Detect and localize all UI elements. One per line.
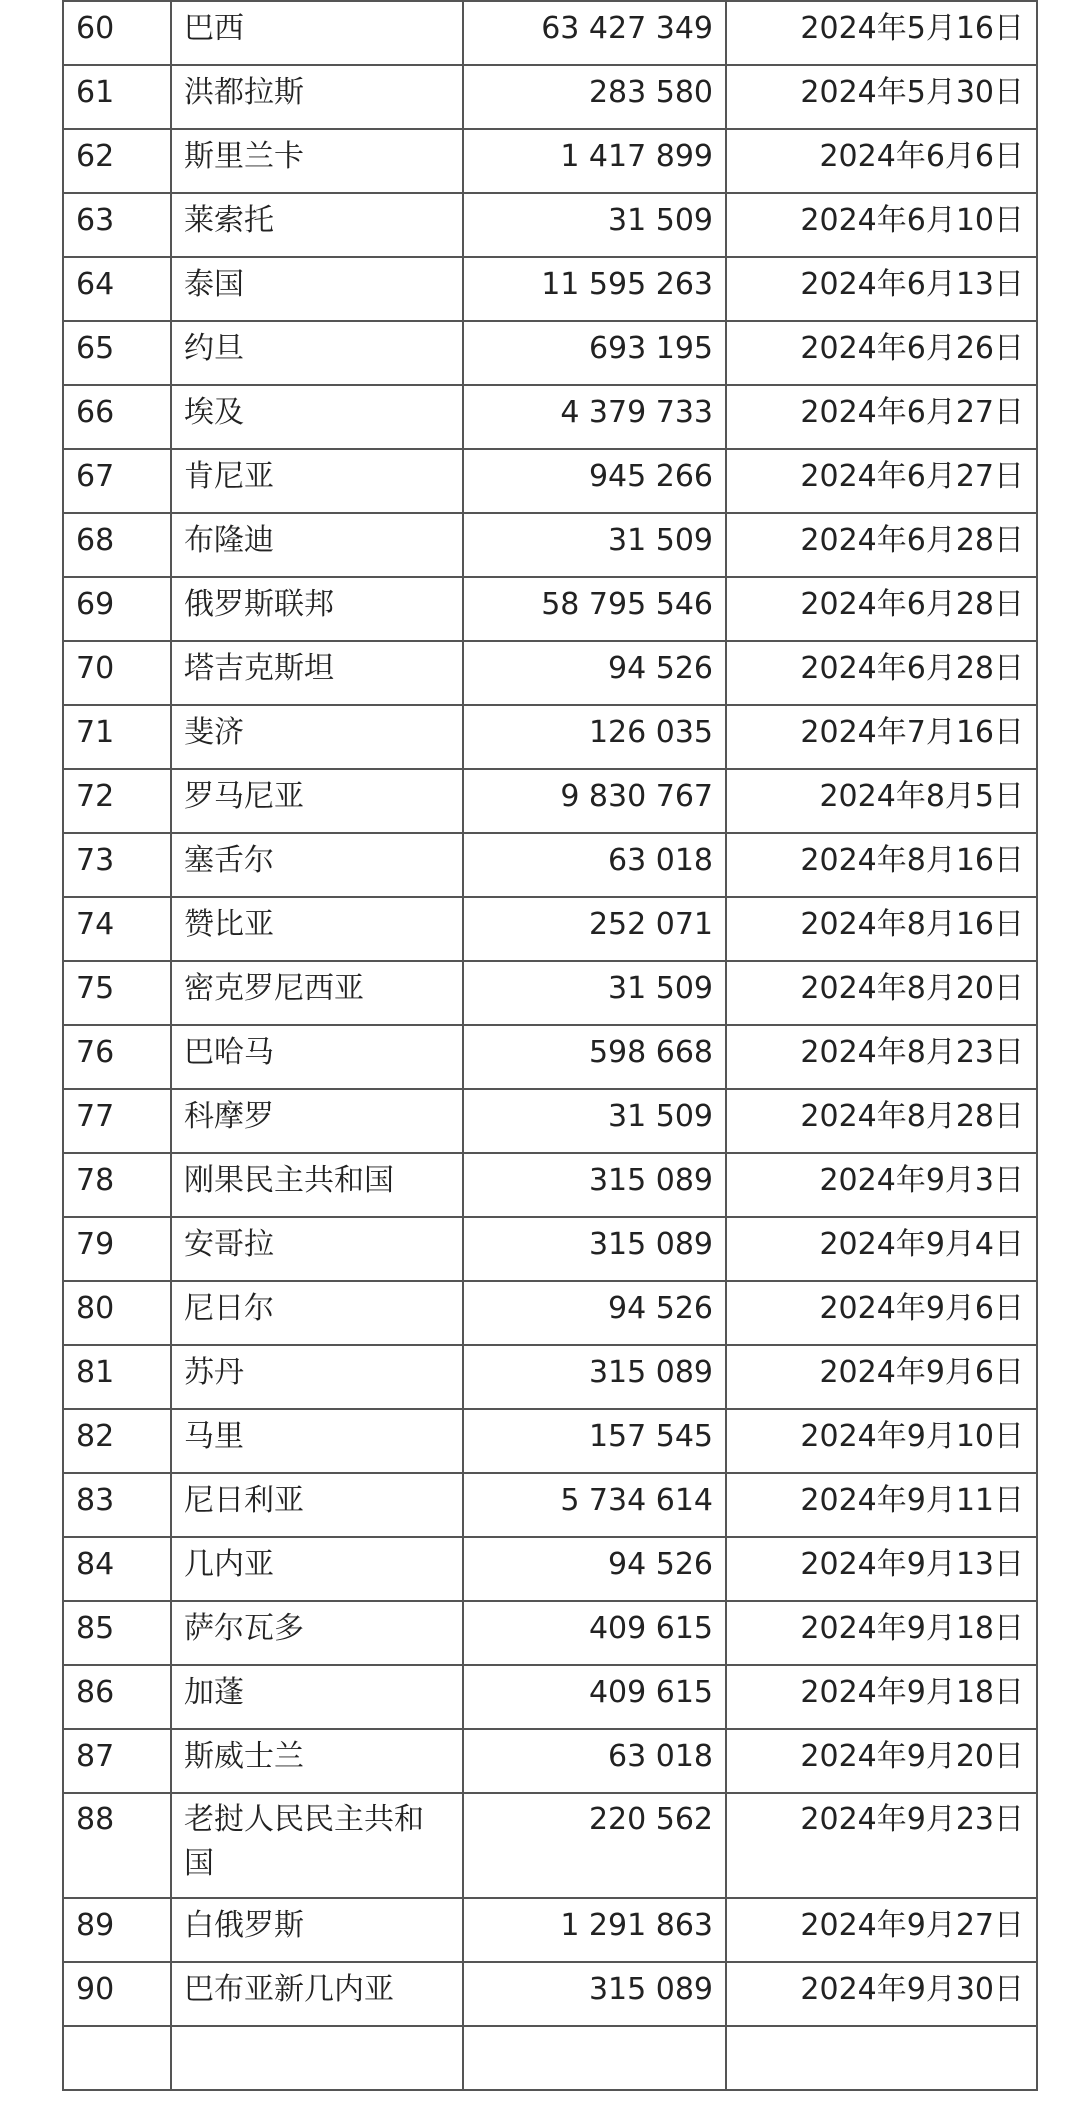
date-cell: 2024年9月3日 xyxy=(726,1153,1037,1217)
table-row xyxy=(63,129,1037,193)
date-cell: 2024年6月28日 xyxy=(726,641,1037,705)
amount-cell: 157 545 xyxy=(463,1409,726,1473)
country-cell: 斐济 xyxy=(171,705,463,769)
country-cell: 埃及 xyxy=(171,385,463,449)
amount-cell: 31 509 xyxy=(463,513,726,577)
table-row xyxy=(63,1025,1037,1089)
date-cell: 2024年7月16日 xyxy=(726,705,1037,769)
country-cell: 巴哈马 xyxy=(171,1025,463,1089)
table-row xyxy=(63,769,1037,833)
country-cell: 斯威士兰 xyxy=(171,1729,463,1793)
table-row xyxy=(63,1729,1037,1793)
table-row xyxy=(63,1898,1037,1962)
country-cell: 塔吉克斯坦 xyxy=(171,641,463,705)
date-cell: 2024年9月11日 xyxy=(726,1473,1037,1537)
date-cell: 2024年6月27日 xyxy=(726,449,1037,513)
table-row xyxy=(63,2026,1037,2090)
amount-cell: 94 526 xyxy=(463,1281,726,1345)
amount-cell: 283 580 xyxy=(463,65,726,129)
row-index-cell: 88 xyxy=(63,1793,171,1898)
row-index-cell: 71 xyxy=(63,705,171,769)
table-row xyxy=(63,1665,1037,1729)
country-cell: 巴西 xyxy=(171,1,463,65)
row-index-cell: 65 xyxy=(63,321,171,385)
date-cell: 2024年6月13日 xyxy=(726,257,1037,321)
date-cell: 2024年9月6日 xyxy=(726,1345,1037,1409)
country-cell: 密克罗尼西亚 xyxy=(171,961,463,1025)
row-index-cell: 89 xyxy=(63,1898,171,1962)
table-body xyxy=(63,0,1037,2090)
amount-cell: 31 509 xyxy=(463,961,726,1025)
amount-cell: 63 427 349 xyxy=(463,1,726,65)
table-row xyxy=(63,1345,1037,1409)
row-index-cell: 81 xyxy=(63,1345,171,1409)
date-cell: 2024年9月4日 xyxy=(726,1217,1037,1281)
date-cell: 2024年6月28日 xyxy=(726,513,1037,577)
amount-cell: 63 018 xyxy=(463,833,726,897)
date-cell: 2024年8月16日 xyxy=(726,897,1037,961)
country-cell: 萨尔瓦多 xyxy=(171,1601,463,1665)
amount-cell: 693 195 xyxy=(463,321,726,385)
row-index-cell: 60 xyxy=(63,1,171,65)
amount-cell: 252 071 xyxy=(463,897,726,961)
country-cell: 罗马尼亚 xyxy=(171,769,463,833)
table-row xyxy=(63,833,1037,897)
table-row xyxy=(63,1409,1037,1473)
row-index-cell: 86 xyxy=(63,1665,171,1729)
date-cell: 2024年9月20日 xyxy=(726,1729,1037,1793)
row-index-cell xyxy=(63,2026,171,2090)
row-index-cell: 75 xyxy=(63,961,171,1025)
row-index-cell: 76 xyxy=(63,1025,171,1089)
date-cell: 2024年5月16日 xyxy=(726,1,1037,65)
date-cell: 2024年8月5日 xyxy=(726,769,1037,833)
amount-cell: 315 089 xyxy=(463,1962,726,2026)
amount-cell: 58 795 546 xyxy=(463,577,726,641)
table-row xyxy=(63,705,1037,769)
date-cell: 2024年6月6日 xyxy=(726,129,1037,193)
data-table-container xyxy=(62,0,1036,2091)
row-index-cell: 83 xyxy=(63,1473,171,1537)
country-cell: 马里 xyxy=(171,1409,463,1473)
country-cell: 肯尼亚 xyxy=(171,449,463,513)
amount-cell: 598 668 xyxy=(463,1025,726,1089)
table-row xyxy=(63,321,1037,385)
country-cell: 尼日尔 xyxy=(171,1281,463,1345)
date-cell: 2024年9月18日 xyxy=(726,1665,1037,1729)
date-cell: 2024年8月28日 xyxy=(726,1089,1037,1153)
date-cell: 2024年9月18日 xyxy=(726,1601,1037,1665)
amount-cell: 409 615 xyxy=(463,1665,726,1729)
row-index-cell: 77 xyxy=(63,1089,171,1153)
table-row xyxy=(63,1281,1037,1345)
date-cell: 2024年6月10日 xyxy=(726,193,1037,257)
table-row xyxy=(63,193,1037,257)
amount-cell: 11 595 263 xyxy=(463,257,726,321)
row-index-cell: 62 xyxy=(63,129,171,193)
country-cell: 白俄罗斯 xyxy=(171,1898,463,1962)
country-cell: 莱索托 xyxy=(171,193,463,257)
row-index-cell: 74 xyxy=(63,897,171,961)
table-row xyxy=(63,577,1037,641)
table-row xyxy=(63,1537,1037,1601)
row-index-cell: 70 xyxy=(63,641,171,705)
country-cell: 巴布亚新几内亚 xyxy=(171,1962,463,2026)
amount-cell: 409 615 xyxy=(463,1601,726,1665)
row-index-cell: 64 xyxy=(63,257,171,321)
row-index-cell: 72 xyxy=(63,769,171,833)
country-cell: 刚果民主共和国 xyxy=(171,1153,463,1217)
amount-cell: 1 417 899 xyxy=(463,129,726,193)
date-cell: 2024年5月30日 xyxy=(726,65,1037,129)
amount-cell xyxy=(463,2026,726,2090)
row-index-cell: 73 xyxy=(63,833,171,897)
country-cell: 俄罗斯联邦 xyxy=(171,577,463,641)
row-index-cell: 79 xyxy=(63,1217,171,1281)
data-table xyxy=(62,0,1038,2091)
amount-cell: 1 291 863 xyxy=(463,1898,726,1962)
date-cell: 2024年9月27日 xyxy=(726,1898,1037,1962)
country-cell xyxy=(171,2026,463,2090)
table-row xyxy=(63,1,1037,65)
amount-cell: 315 089 xyxy=(463,1345,726,1409)
table-row xyxy=(63,1217,1037,1281)
row-index-cell: 67 xyxy=(63,449,171,513)
date-cell: 2024年9月30日 xyxy=(726,1962,1037,2026)
table-row xyxy=(63,449,1037,513)
row-index-cell: 78 xyxy=(63,1153,171,1217)
date-cell xyxy=(726,2026,1037,2090)
amount-cell: 94 526 xyxy=(463,1537,726,1601)
row-index-cell: 61 xyxy=(63,65,171,129)
table-row xyxy=(63,961,1037,1025)
table-row xyxy=(63,257,1037,321)
row-index-cell: 69 xyxy=(63,577,171,641)
date-cell: 2024年8月16日 xyxy=(726,833,1037,897)
country-cell: 泰国 xyxy=(171,257,463,321)
table-row xyxy=(63,65,1037,129)
country-cell: 老挝人民民主共和国 xyxy=(171,1793,463,1898)
country-cell: 洪都拉斯 xyxy=(171,65,463,129)
row-index-cell: 85 xyxy=(63,1601,171,1665)
date-cell: 2024年6月26日 xyxy=(726,321,1037,385)
row-index-cell: 87 xyxy=(63,1729,171,1793)
table-row xyxy=(63,1793,1037,1898)
country-cell: 布隆迪 xyxy=(171,513,463,577)
amount-cell: 945 266 xyxy=(463,449,726,513)
table-row xyxy=(63,897,1037,961)
table-row xyxy=(63,1089,1037,1153)
row-index-cell: 90 xyxy=(63,1962,171,2026)
row-index-cell: 63 xyxy=(63,193,171,257)
table-row xyxy=(63,1153,1037,1217)
amount-cell: 5 734 614 xyxy=(463,1473,726,1537)
country-cell: 科摩罗 xyxy=(171,1089,463,1153)
country-cell: 安哥拉 xyxy=(171,1217,463,1281)
table-row xyxy=(63,1473,1037,1537)
amount-cell: 94 526 xyxy=(463,641,726,705)
amount-cell: 220 562 xyxy=(463,1793,726,1898)
country-cell: 加蓬 xyxy=(171,1665,463,1729)
date-cell: 2024年8月23日 xyxy=(726,1025,1037,1089)
date-cell: 2024年9月10日 xyxy=(726,1409,1037,1473)
date-cell: 2024年6月27日 xyxy=(726,385,1037,449)
date-cell: 2024年9月23日 xyxy=(726,1793,1037,1898)
row-index-cell: 82 xyxy=(63,1409,171,1473)
amount-cell: 9 830 767 xyxy=(463,769,726,833)
table-row xyxy=(63,1601,1037,1665)
date-cell: 2024年9月13日 xyxy=(726,1537,1037,1601)
amount-cell: 315 089 xyxy=(463,1153,726,1217)
date-cell: 2024年9月6日 xyxy=(726,1281,1037,1345)
row-index-cell: 66 xyxy=(63,385,171,449)
country-cell: 约旦 xyxy=(171,321,463,385)
amount-cell: 315 089 xyxy=(463,1217,726,1281)
country-cell: 赞比亚 xyxy=(171,897,463,961)
amount-cell: 31 509 xyxy=(463,193,726,257)
country-cell: 塞舌尔 xyxy=(171,833,463,897)
row-index-cell: 84 xyxy=(63,1537,171,1601)
amount-cell: 126 035 xyxy=(463,705,726,769)
table-row xyxy=(63,385,1037,449)
row-index-cell: 80 xyxy=(63,1281,171,1345)
country-cell: 苏丹 xyxy=(171,1345,463,1409)
table-row xyxy=(63,641,1037,705)
country-cell: 斯里兰卡 xyxy=(171,129,463,193)
row-index-cell: 68 xyxy=(63,513,171,577)
table-row xyxy=(63,1962,1037,2026)
date-cell: 2024年6月28日 xyxy=(726,577,1037,641)
date-cell: 2024年8月20日 xyxy=(726,961,1037,1025)
amount-cell: 31 509 xyxy=(463,1089,726,1153)
table-row xyxy=(63,513,1037,577)
country-cell: 几内亚 xyxy=(171,1537,463,1601)
amount-cell: 63 018 xyxy=(463,1729,726,1793)
country-cell: 尼日利亚 xyxy=(171,1473,463,1537)
amount-cell: 4 379 733 xyxy=(463,385,726,449)
